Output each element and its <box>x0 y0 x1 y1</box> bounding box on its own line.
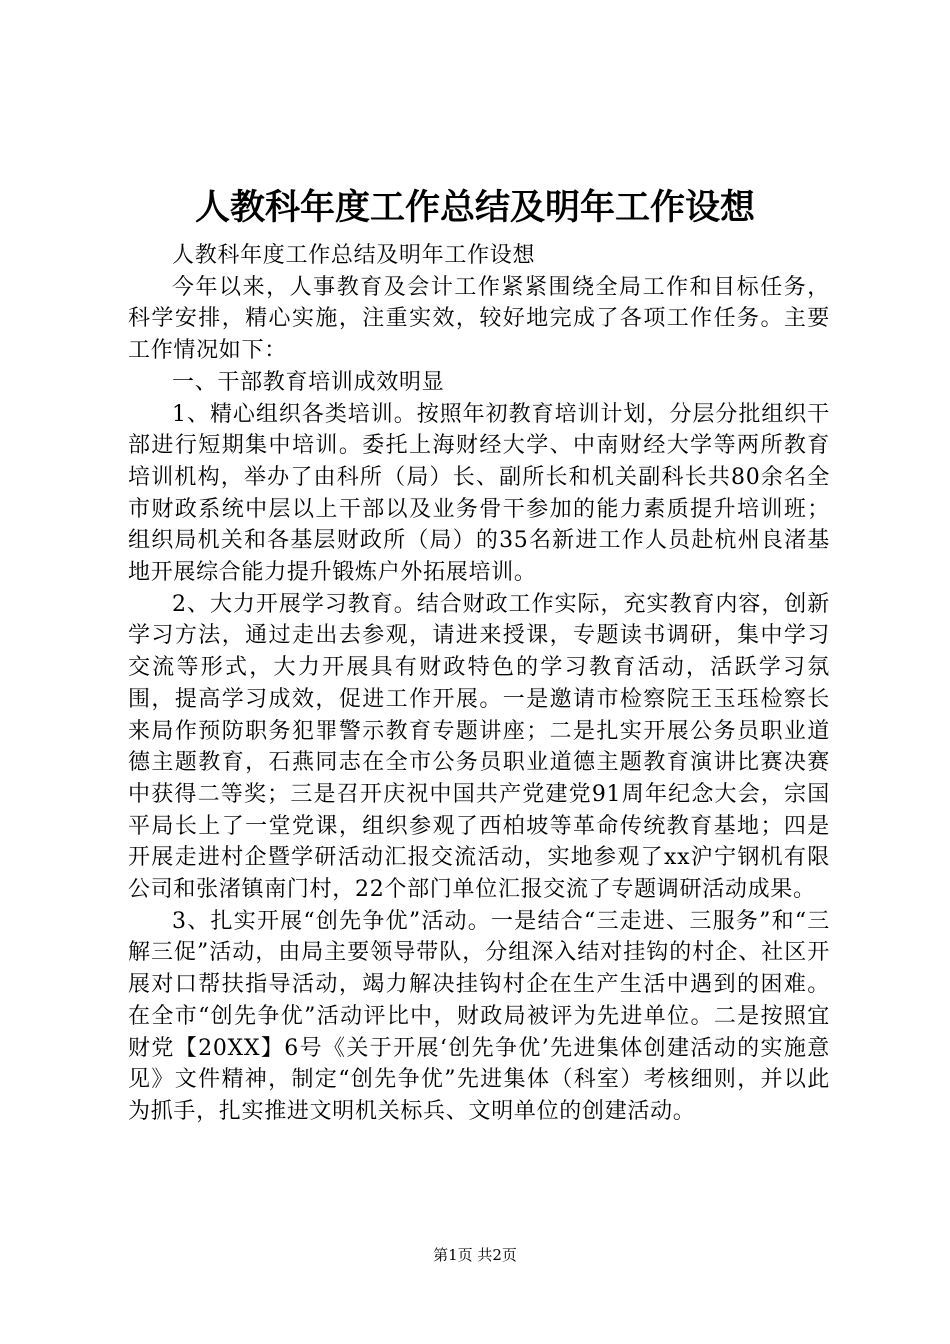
page-number-footer: 第1页 共2页 <box>433 1246 517 1264</box>
body-paragraph: 3、扎实开展“创先争优”活动。一是结合“三走进、三服务”和“三解三促”活动，由局主要领导带队，分组深入结对挂钩的村企、社区开展对口帮扶指导活动，竭力解决挂钩村企在生产生活中遇到的困难。在全市“创先争优”活动评比中，财政局被评为先进单位。二是按照宜财党【20XX】6号《关于开展‘创先争优’先进集体创建活动的实施意见》文件精神，制定“创先争优”先进集体（科室）考核细则，并以此为抓手，扎实推进文明机关标兵、文明单位的创建活动。 <box>128 908 830 1124</box>
subtitle-paragraph: 人教科年度工作总结及明年工作设想 <box>172 243 536 268</box>
document-title: 人教科年度工作总结及明年工作设想 <box>194 187 755 228</box>
section-heading: 一、干部教育培训成效明显 <box>172 369 445 395</box>
body-paragraph: 1、精心组织各类培训。按照年初教育培训计划，分层分批组织干部进行短期集中培训。委托上海财经大学、中南财经大学等两所教育培训机构，举办了由科所（局）长、副所长和机关副科长共80余名全市财政系统中层以上干部以及业务骨干参加的能力素质提升培训班；组织局机关和各基层财政所（局）的35名新进工作人员赴杭州良渚基地开展综合能力提升锻炼户外拓展培训。 <box>128 401 830 586</box>
intro-paragraph: 今年以来，人事教育及会计工作紧紧围绕全局工作和目标任务，科学安排，精心实施，注重实效，较好地完成了各项工作任务。主要工作情况如下： <box>128 274 830 364</box>
body-paragraph: 2、大力开展学习教育。结合财政工作实际，充实教育内容，创新学习方法，通过走出去参观，请进来授课，专题读书调研，集中学习交流等形式，大力开展具有财政特色的学习教育活动，活跃学习氛围，提高学习成效，促进工作开展。一是邀请市检察院王玉珏检察长来局作预防职务犯罪警示教育专题讲座；二是扎实开展公务员职业道德主题教育，石燕同志在全市公务员职业道德主题教育演讲比赛决赛中获得二等奖；三是召开庆祝中国共产党建党91周年纪念大会，宗国平局长上了一堂党课，组织参观了西柏坡等革命传统教育基地；四是开展走进村企暨学研活动汇报交流活动，实地参观了xx沪宁钢机有限公司和张渚镇南门村，22个部门单位汇报交流了专题调研活动成果。 <box>128 591 830 903</box>
document-body <box>128 240 830 1128</box>
